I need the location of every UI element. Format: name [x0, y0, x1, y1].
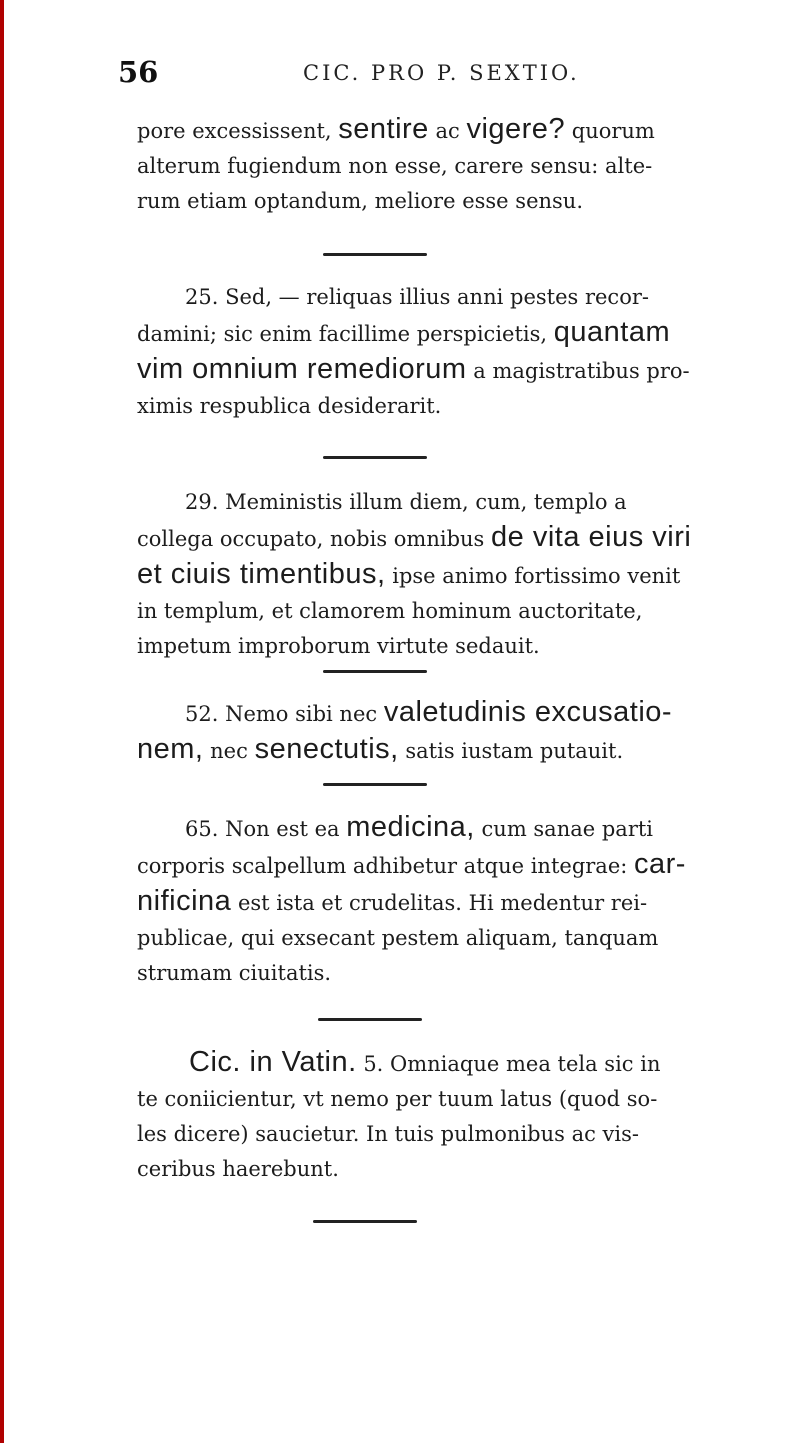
passage-65 [137, 810, 767, 991]
text-line [137, 594, 767, 629]
text-run: est ista et crudelitas. Hi medentur rei- [231, 891, 648, 915]
page-header [118, 55, 758, 95]
emphasized-phrase: valetudinis excusatio- [383, 696, 673, 728]
text-line [137, 315, 767, 352]
text-run: te coniicientur, vt nemo per tuum latus (quod so- [137, 1087, 658, 1111]
text-line [137, 280, 767, 315]
text-run: alterum fugiendum non esse, carere sensu: alte- [137, 154, 653, 178]
text-line [137, 956, 767, 991]
passage-intro [137, 112, 767, 219]
text-line [137, 520, 767, 557]
emphasized-phrase: Cic. in Vatin. [189, 1046, 357, 1078]
text-line [137, 1082, 767, 1117]
emphasized-phrase: sentire [338, 113, 429, 145]
section-divider [323, 670, 427, 673]
passage-52 [137, 695, 767, 769]
text-line [137, 732, 767, 769]
text-run: 52. Nemo sibi nec [185, 702, 384, 726]
text-run: a magistratibus pro- [466, 359, 690, 383]
emphasized-phrase: et ciuis timentibus, [137, 558, 386, 590]
text-run: nec [203, 739, 255, 763]
text-line [137, 1152, 767, 1187]
text-run: ac [428, 119, 467, 143]
text-run: 65. Non est ea [185, 817, 347, 841]
text-line [137, 847, 767, 884]
text-run: satis iustam putauit. [398, 739, 624, 763]
text-line [137, 1117, 767, 1152]
section-divider [323, 253, 427, 256]
emphasized-phrase: vigere? [466, 113, 566, 145]
emphasized-phrase: nem, [137, 733, 204, 765]
passage-vatin [137, 1045, 767, 1187]
text-run: ceribus haerebunt. [137, 1157, 339, 1181]
emphasized-phrase: car- [634, 848, 686, 880]
text-line [137, 695, 767, 732]
text-line [137, 112, 767, 149]
section-divider [323, 783, 427, 786]
emphasized-phrase: medicina, [346, 811, 475, 843]
section-divider [318, 1018, 422, 1021]
text-line [137, 184, 767, 219]
text-run: ipse animo fortissimo venit [385, 564, 681, 588]
text-run: les dicere) saucietur. In tuis pulmonibus ac vis- [137, 1122, 639, 1146]
text-line [137, 884, 767, 921]
text-run: publicae, qui exsecant pestem aliquam, tanquam [137, 926, 659, 950]
emphasized-phrase: nificina [137, 885, 232, 917]
text-line [137, 557, 767, 594]
emphasized-phrase: vim omnium remediorum [137, 353, 467, 385]
text-line [137, 810, 767, 847]
emphasized-phrase: senectutis, [254, 733, 399, 765]
text-line [137, 149, 767, 184]
text-run: in templum, et clamorem hominum auctoritate, [137, 599, 643, 623]
running-head: CIC. PRO P. SEXTIO. [303, 61, 580, 85]
text-run: impetum improborum virtute sedauit. [137, 634, 540, 658]
text-run: quorum [565, 119, 655, 143]
section-divider [313, 1220, 417, 1223]
text-line [137, 485, 767, 520]
text-run: pore excessissent, [137, 119, 339, 143]
text-run: corporis scalpellum adhibetur atque integrae: [137, 854, 634, 878]
text-run: 5. Omniaque mea tela sic in [356, 1052, 661, 1076]
passage-25 [137, 280, 767, 424]
text-run: 25. Sed, — reliquas illius anni pestes recor- [185, 285, 649, 309]
emphasized-phrase: de vita eius viri [491, 521, 692, 553]
text-line [137, 921, 767, 956]
text-line [137, 1045, 767, 1082]
text-line [137, 629, 767, 664]
text-line [137, 352, 767, 389]
text-run: strumam ciuitatis. [137, 961, 332, 985]
text-run: collega occupato, nobis omnibus [137, 527, 491, 551]
text-run: cum sanae parti [474, 817, 654, 841]
emphasized-phrase: quantam [553, 316, 671, 348]
text-line [137, 389, 767, 424]
passage-29 [137, 485, 767, 664]
page-number: 56 [118, 55, 159, 89]
section-divider [323, 456, 427, 459]
text-run: 29. Meministis illum diem, cum, templo a [185, 490, 627, 514]
text-run: damini; sic enim facillime perspicietis, [137, 322, 554, 346]
text-run: rum etiam optandum, meliore esse sensu. [137, 189, 583, 213]
text-run: ximis respublica desiderarit. [137, 394, 442, 418]
page-edge-border [0, 0, 4, 1443]
